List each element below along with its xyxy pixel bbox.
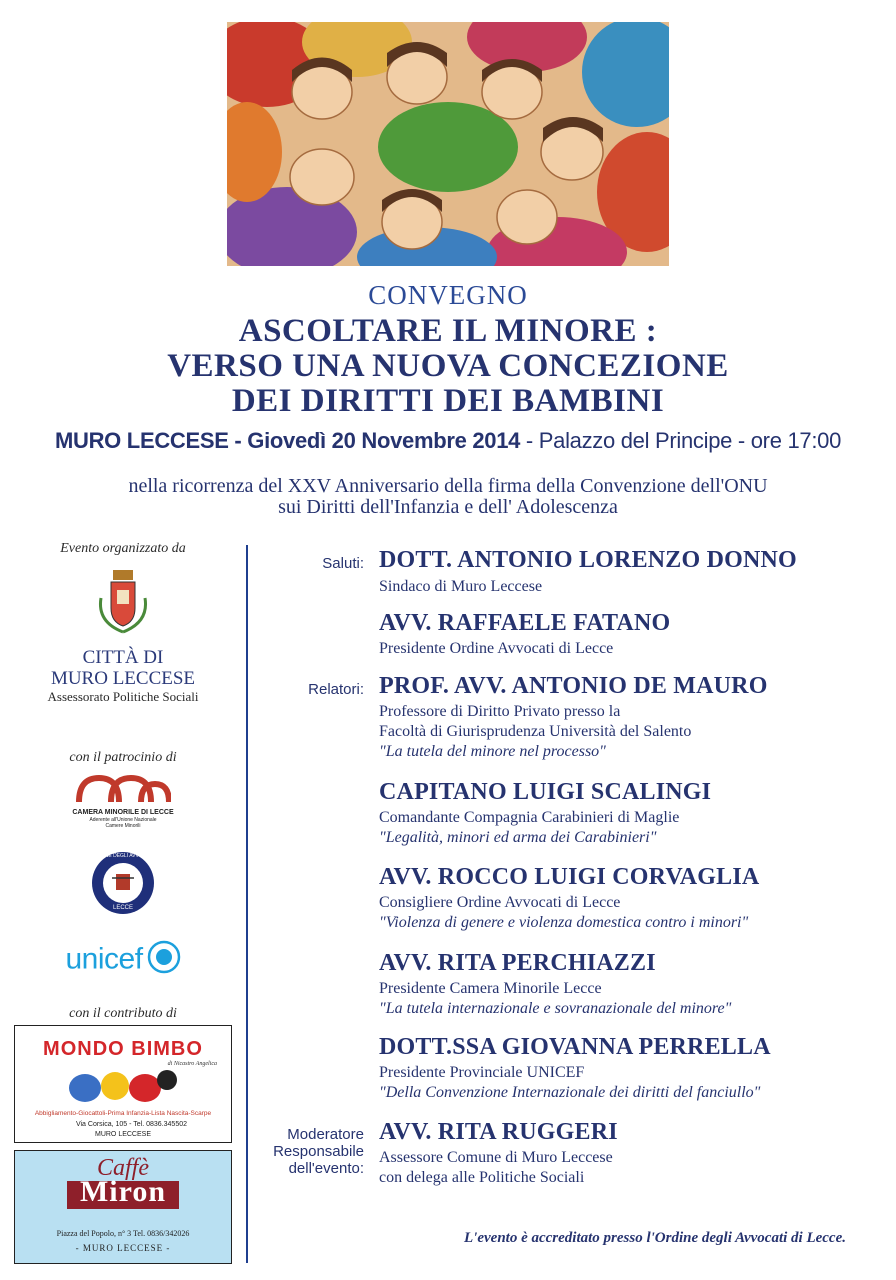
speaker-talk-title: "Legalità, minori ed arma dei Carabinieri" — [379, 829, 657, 846]
speaker-role: Presidente Camera Minorile Lecce — [379, 980, 602, 997]
mondo-bimbo-owner: di Nicastro Angelica — [167, 1061, 217, 1067]
mondo-bimbo-ad — [14, 1025, 232, 1143]
camera-minorile-logo — [0, 774, 246, 834]
role-moderatore-1: Moderatore — [287, 1126, 364, 1143]
column-divider — [246, 545, 248, 1263]
camera-minorile-name: CAMERA MINORILE DI LECCE — [72, 809, 174, 816]
mondo-bimbo-city: MURO LECCESE — [94, 1131, 151, 1138]
speaker-role: Assessore Comune di Muro Leccese — [379, 1149, 613, 1166]
event-venue-time: - Palazzo del Principe - ore 17:00 — [520, 428, 842, 453]
speaker-role: Presidente Provinciale UNICEF — [379, 1064, 585, 1081]
caffe-miron-city: - MURO LECCESE - — [75, 1243, 171, 1253]
mondo-bimbo-goods: Abbigliamento-Giocattoli-Prima Infanzia-Lista Nascita-Scarpe — [34, 1110, 212, 1117]
speaker-role: Facoltà di Giurisprudenza Università del Salento — [379, 723, 692, 740]
mondo-bimbo-title: MONDO BIMBO — [43, 1038, 203, 1060]
mondo-bimbo-address: Via Corsica, 105 - Tel. 0836.345502 — [75, 1121, 187, 1128]
role-moderatore-2: Responsabile — [273, 1143, 364, 1160]
camera-minorile-sub-2: Camere Minorili — [105, 823, 141, 829]
event-title-line-1: ASCOLTARE IL MINORE : — [238, 313, 658, 349]
ordine-ring-text: ORDINE DEGLI AVVOCATI — [92, 853, 154, 859]
event-place-date-line — [0, 428, 896, 454]
event-kicker: CONVEGNO — [368, 280, 528, 310]
ordine-avvocati-logo — [0, 850, 246, 918]
unicef-logo — [0, 940, 246, 979]
role-moderatore-3: dell'evento: — [288, 1160, 364, 1177]
contribution-label: con il contributo di — [69, 1006, 177, 1021]
caffe-miron-ad — [14, 1150, 232, 1264]
speaker-talk — [379, 913, 748, 933]
hero-illustration-children-circle — [227, 22, 669, 266]
speaker-name: DOTT.SSA GIOVANNA PERRELLA — [379, 1034, 771, 1060]
speaker-talk — [379, 828, 656, 848]
role-saluti: Saluti: — [322, 555, 364, 572]
speaker-role: Presidente Ordine Avvocati di Lecce — [379, 640, 614, 657]
speaker-name: AVV. RITA RUGGERI — [379, 1119, 618, 1145]
speaker-talk-title: "Della Convenzione Internazionale dei diritti del fanciullo" — [379, 1084, 761, 1101]
speaker-name: DOTT. ANTONIO LORENZO DONNO — [379, 547, 797, 573]
city-line-2: MURO LECCESE — [50, 668, 196, 689]
city-line-1: CITTÀ DI — [82, 647, 164, 668]
speaker-talk — [379, 742, 606, 762]
speaker-name: AVV. RAFFAELE FATANO — [379, 610, 671, 636]
ordine-city-text: LECCE — [112, 905, 133, 911]
muro-leccese-coat-of-arms-icon — [0, 568, 246, 640]
event-title-line-2: VERSO UNA NUOVA CONCEZIONE — [167, 348, 729, 384]
occasion-line-2: sui Diritti dell'Infanzia e dell' Adolescenza — [278, 496, 618, 518]
occasion-line-1: nella ricorrenza del XXV Anniversario della firma della Convenzione dell'ONU — [128, 475, 768, 497]
cartoon-characters-icon — [65, 1066, 185, 1111]
speaker-role: Professore di Diritto Privato presso la — [379, 703, 621, 720]
speaker-talk — [379, 999, 731, 1019]
speaker-role: Sindaco di Muro Leccese — [379, 578, 543, 595]
caffe-miron-top: Caffè — [97, 1155, 149, 1181]
role-relatori: Relatori: — [308, 681, 364, 698]
camera-minorile-sub-1: Aderente all'Unione Nazionale — [89, 817, 157, 823]
organized-by-label: Evento organizzato da — [60, 541, 186, 556]
speaker-name: PROF. AVV. ANTONIO DE MAURO — [379, 673, 768, 699]
event-place-date: MURO LECCESE - Giovedì 20 Novembre 2014 — [54, 428, 521, 453]
speaker-role: con delega alle Politiche Sociali — [379, 1169, 585, 1186]
unicef-globe-icon — [147, 940, 181, 979]
event-title-line-3: DEI DIRITTI DEI BAMBINI — [231, 383, 665, 419]
caffe-miron-name: Miron — [79, 1175, 167, 1208]
speaker-name: AVV. ROCCO LUIGI CORVAGLIA — [379, 864, 760, 890]
speaker-role: Comandante Compagnia Carabinieri di Maglie — [379, 809, 680, 826]
speaker-role: Consigliere Ordine Avvocati di Lecce — [379, 894, 621, 911]
patronage-label: con il patrocinio di — [69, 750, 177, 765]
speaker-talk — [379, 1083, 760, 1103]
city-department: Assessorato Politiche Sociali — [47, 689, 199, 704]
accreditation-note: L'evento è accreditato presso l'Ordine degli Avvocati di Lecce. — [464, 1230, 846, 1246]
speaker-talk-title: "La tutela internazionale e sovranazionale del minore" — [379, 1000, 732, 1017]
speaker-name: AVV. RITA PERCHIAZZI — [379, 950, 656, 976]
speaker-talk-title: "Violenza di genere e violenza domestica contro i minori" — [379, 914, 749, 931]
speaker-talk-title: "La tutela del minore nel processo" — [379, 743, 606, 760]
speaker-name: CAPITANO LUIGI SCALINGI — [379, 779, 712, 805]
unicef-wordmark: unicef — [65, 942, 143, 976]
caffe-miron-address: Piazza del Popolo, n° 3 Tel. 0836/342026 — [56, 1229, 190, 1238]
